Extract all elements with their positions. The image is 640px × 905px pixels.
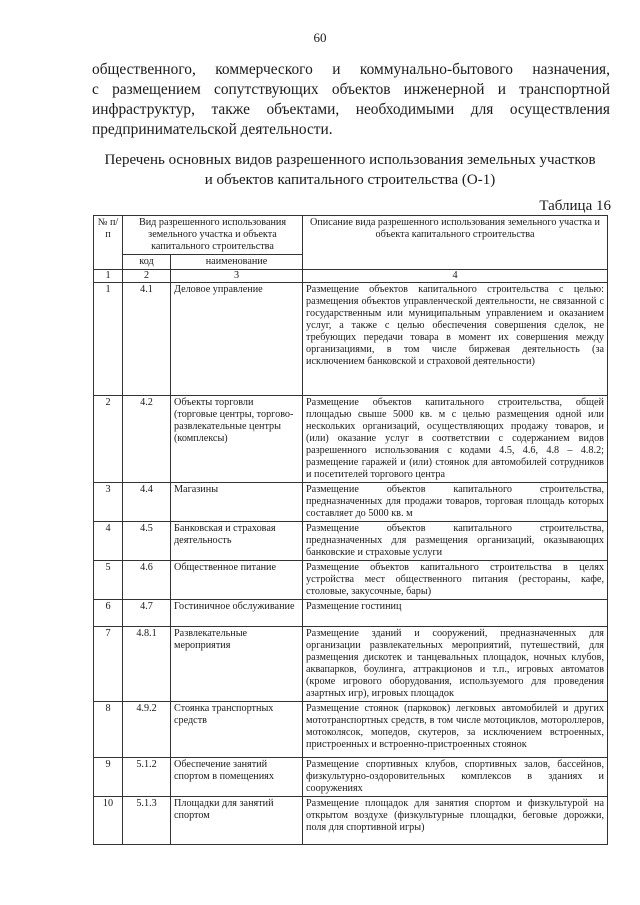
row-num: 6 (94, 600, 123, 627)
intro-line: предпринимательской деятельности. (92, 121, 333, 138)
table-row (94, 600, 608, 627)
row-code: 4.4 (123, 483, 171, 522)
land-use-table (93, 215, 608, 845)
row-name: Обеспечение занятий спортом в помещениях (171, 758, 303, 797)
heading-line: и объектов капитального строительства (О-1) (204, 172, 496, 188)
row-desc: Размещение объектов капитального строительства, предназначенных для размещения организаций, оказывающих банковские и страховые услуги (303, 522, 608, 561)
row-num: 8 (94, 702, 123, 758)
intro-line: инфраструктур, также объектами, необходимыми для осуществления (92, 101, 610, 118)
column-number: 2 (123, 270, 171, 283)
row-desc: Размещение объектов капитального строительства, предназначенных для продажи товаров, торговая площадь которых составляет до 5000 кв. м (303, 483, 608, 522)
table-row (94, 561, 608, 600)
row-code: 5.1.2 (123, 758, 171, 797)
row-code: 4.9.2 (123, 702, 171, 758)
row-num: 9 (94, 758, 123, 797)
intro-paragraph (92, 60, 610, 140)
row-code: 4.5 (123, 522, 171, 561)
row-code: 4.2 (123, 396, 171, 483)
header-kind: Вид разрешенного использования земельного участка и объекта капитального строительства (123, 216, 303, 255)
section-heading (80, 150, 620, 190)
row-name: Стоянка транспортных средств (171, 702, 303, 758)
row-name: Площадки для занятий спортом (171, 797, 303, 845)
row-code: 4.7 (123, 600, 171, 627)
intro-line: общественного, коммерческого и коммунально-бытового назначения, (92, 61, 610, 78)
header-desc: Описание вида разрешенного использования земельного участка и объекта капитального строительства (303, 216, 608, 270)
row-code: 4.6 (123, 561, 171, 600)
page-number: 60 (313, 30, 327, 45)
row-name: Деловое управление (171, 283, 303, 396)
row-num: 3 (94, 483, 123, 522)
row-num: 7 (94, 627, 123, 702)
column-number-row (94, 270, 608, 283)
row-desc: Размещение спортивных клубов, спортивных залов, бассейнов, физкультурно-оздоровительных комплексов в зданиях и сооружениях (303, 758, 608, 797)
row-desc: Размещение объектов капитального строительства с целью: размещения объектов управленческой деятельности, не связанной с государственным или муниципальным управлением и оказанием услуг, а также с целью обеспечения совершения сделок, не требующих передачи товара в момент их совершения между организациями, в том числе биржевая деятельность (за исключением банковской и страховой деятельности) (303, 283, 608, 396)
row-desc: Размещение площадок для занятия спортом и физкультурой на открытом воздухе (физкультурные площадки, беговые дорожки, поля для спортивной игры) (303, 797, 608, 845)
table-row (94, 483, 608, 522)
table-row (94, 396, 608, 483)
header-code: код (123, 255, 171, 270)
row-name: Гостиничное обслуживание (171, 600, 303, 627)
header-num: № п/п (94, 216, 123, 270)
row-num: 5 (94, 561, 123, 600)
row-desc: Размещение зданий и сооружений, предназначенных для организации развлекательных мероприятий, путешествий, для размещения дискотек и танцевальных площадок, ночных клубов, аквапарков, боулинга, аттракционов и т.п., игровых автоматов (кроме игрового оборудования, используемого для проведения азартных игр), игровых площадок (303, 627, 608, 702)
row-name: Объекты торговли (торговые центры, торгово-развлекательные центры (комплексы) (171, 396, 303, 483)
row-num: 10 (94, 797, 123, 845)
header-row (94, 216, 608, 255)
table-row (94, 522, 608, 561)
row-num: 4 (94, 522, 123, 561)
row-name: Магазины (171, 483, 303, 522)
column-number: 4 (303, 270, 608, 283)
header-name: наименование (171, 255, 303, 270)
table-label: Таблица 16 (539, 198, 611, 214)
table-row (94, 758, 608, 797)
table-row (94, 702, 608, 758)
row-code: 5.1.3 (123, 797, 171, 845)
row-desc: Размещение объектов капитального строительства в целях устройства мест общественного питания (рестораны, кафе, столовые, закусочные, бары) (303, 561, 608, 600)
row-desc: Размещение гостиниц (303, 600, 608, 627)
table-row (94, 627, 608, 702)
row-code: 4.8.1 (123, 627, 171, 702)
row-name: Развлекательные мероприятия (171, 627, 303, 702)
row-num: 1 (94, 283, 123, 396)
intro-line: с размещением сопутствующих объектов инженерной и транспортной (92, 81, 610, 98)
table-row (94, 797, 608, 845)
row-name: Банковская и страховая деятельность (171, 522, 303, 561)
row-code: 4.1 (123, 283, 171, 396)
row-num: 2 (94, 396, 123, 483)
row-name: Общественное питание (171, 561, 303, 600)
column-number: 1 (94, 270, 123, 283)
heading-line: Перечень основных видов разрешенного использования земельных участков (104, 152, 596, 168)
row-desc: Размещение стоянок (парковок) легковых автомобилей и других мототранспортных средств, в том числе мотоциклов, мотороллеров, мотоколясок, мопедов, скутеров, за исключением встроенных, пристроенных и встроенно-пристроенных стоянок (303, 702, 608, 758)
table-row (94, 283, 608, 396)
row-desc: Размещение объектов капитального строительства, общей площадью свыше 5000 кв. м с целью размещения одной или нескольких организаций, осуществляющих продажу товаров, и (или) оказание услуг в соответствии с содержанием видов разрешенного использования с кодами 4.5, 4.6, 4.8 – 4.8.2; размещение гаражей и (или) стоянок для автомобилей сотрудников и посетителей торгового центра (303, 396, 608, 483)
column-number: 3 (171, 270, 303, 283)
